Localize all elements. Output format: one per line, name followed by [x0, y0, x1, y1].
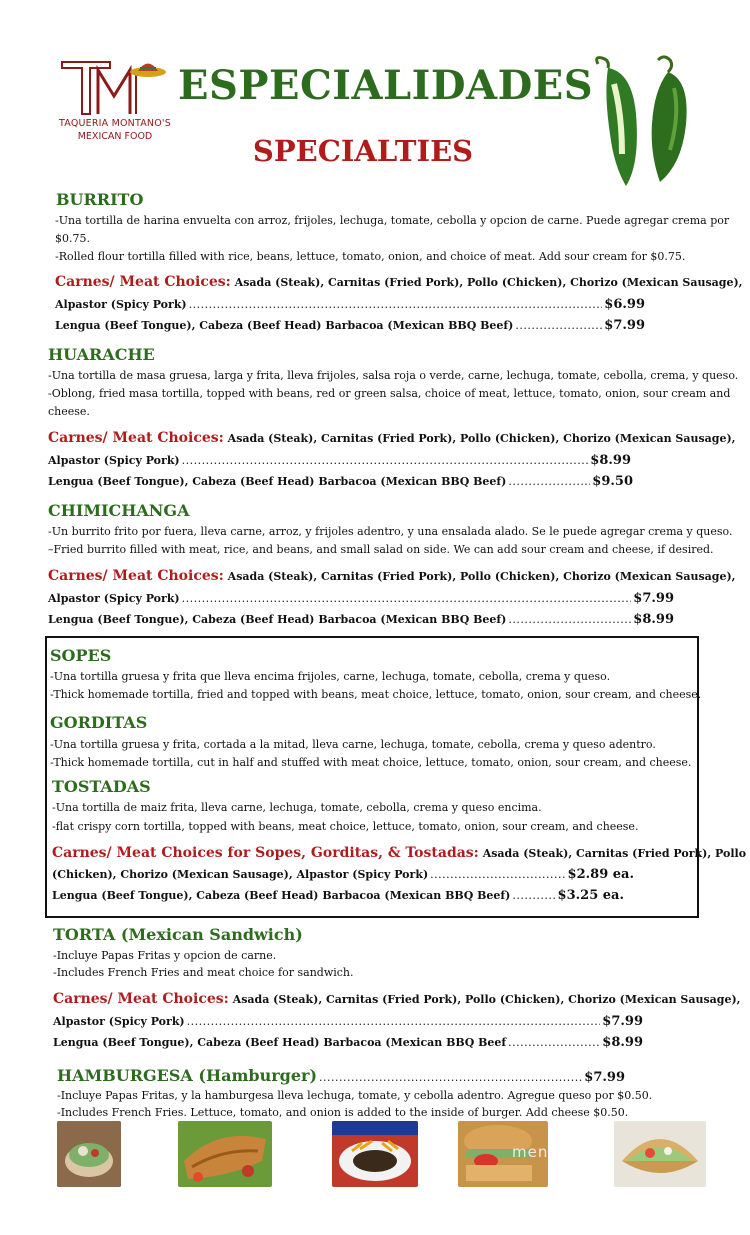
torta-description-en: -Includes French Fries and meat choice for sandwich.: [53, 966, 354, 979]
tostadas-price-row: [52, 888, 624, 903]
price-item-label: Lengua (Beef Tongue), Cabeza (Beef Head) Barbacoa (Mexican BBQ Beef): [48, 475, 507, 488]
burrito-price-row: [55, 318, 645, 333]
section-title-burrito: BURRITO: [56, 190, 144, 209]
price-value: $9.50: [592, 474, 633, 489]
page-title-spanish: ESPECIALIDADES: [178, 62, 594, 109]
price-item-label: Lengua (Beef Tongue), Cabeza (Beef Head) Barbacoa (Mexican BBQ Beef: [53, 1036, 507, 1049]
tostadas-description-en: -flat crispy corn tortilla, topped with beans, meat choice, lettuce, tomato, onion, sour cream, and cheese.: [52, 820, 639, 833]
chimichanga-description-es: -Un burrito frito por fuera, lleva carne, arroz, y frijoles adentro, y una ensalada alado. Se le puede agregar crema y queso.: [48, 525, 733, 538]
torta-description-es: -Incluye Papas Fritas y opcion de carne.: [53, 949, 277, 962]
meat-choices-list: Asada (Steak), Carnitas (Fried Pork), Pollo (Chicken), Chorizo (Mexican Sausage),: [223, 570, 736, 583]
huarache-description-es: -Una tortilla de masa gruesa, larga y frita, lleva frijoles, salsa roja o verde, carne, lechuga, tomate, cebolla, crema, y queso.: [48, 369, 739, 382]
leader-dots: [430, 868, 565, 881]
meat-choices-list: Asada (Steak), Carnitas (Fried Pork), Pollo (Chicken), Chorizo (Mexican Sausage),: [230, 276, 743, 289]
chimichanga-price-row: [48, 612, 674, 627]
leader-dots: [319, 1071, 582, 1084]
price-value: $3.25 ea.: [557, 888, 624, 903]
section-title-hamburgesa: HAMBURGESA (Hamburger): [57, 1066, 318, 1085]
logo-subtitle: MEXICAN FOOD: [77, 131, 153, 142]
tostadas-meat-choices: [52, 845, 746, 861]
section-title-torta: TORTA (Mexican Sandwich): [53, 925, 303, 944]
huarache-description-en: -Oblong, fried masa tortilla, topped with beans, red or green salsa, choice of meat, lettuce, tomato, onion, sour cream and: [48, 387, 731, 400]
gorditas-description-en: -Thick homemade tortilla, cut in half and stuffed with meat choice, lettuce, tomato, onion, sour cream, and cheese.: [50, 756, 692, 769]
meat-choices-label: Carnes/ Meat Choices:: [55, 274, 231, 290]
logo-name: TAQUERIA MONTANO'S: [59, 118, 171, 129]
burrito-price-row: [55, 297, 645, 312]
meat-choices-list: Asada (Steak), Carnitas (Fried Pork), Pollo: [478, 847, 747, 860]
price-value: $8.99: [633, 612, 674, 627]
torta-meat-choices: [53, 991, 741, 1007]
price-value: $7.99: [602, 1014, 643, 1029]
food-photo-gordita: [614, 1121, 706, 1187]
leader-dots: [512, 889, 555, 902]
price-value: $2.89 ea.: [567, 867, 634, 882]
huarache-price-row: [48, 453, 631, 468]
sopes-description-es: -Una tortilla gruesa y frita que lleva encima frijoles, carne, lechuga, tomate, cebolla, crema y queso.: [50, 670, 611, 683]
leader-dots: [508, 475, 590, 488]
watermark-text: menupix: [512, 1143, 585, 1161]
leader-dots: [515, 319, 602, 332]
hamburgesa-title-row: [57, 1066, 625, 1085]
leader-dots: [508, 1036, 600, 1049]
hamburgesa-description-en: -Includes French Fries. Lettuce, tomato, and onion is added to the inside of burger. Add cheese $0.50.: [57, 1106, 629, 1119]
section-title-gorditas: GORDITAS: [50, 713, 148, 732]
leader-dots: [182, 454, 589, 467]
price-item-label: Alpastor (Spicy Pork): [55, 298, 187, 311]
chimichanga-description-en: –Fried burrito filled with meat, rice, and beans, and small salad on side. We can add sour cream and cheese, if desired.: [48, 543, 714, 556]
meat-choices-list: Asada (Steak), Carnitas (Fried Pork), Pollo (Chicken), Chorizo (Mexican Sausage),: [223, 432, 736, 445]
huarache-price-row: [48, 474, 633, 489]
price-item-label: Lengua (Beef Tongue), Cabeza (Beef Head) Barbacoa (Mexican BBQ Beef): [55, 319, 514, 332]
section-title-sopes: SOPES: [50, 646, 112, 665]
price-value: $8.99: [590, 453, 631, 468]
hamburgesa-description-es: -Incluye Papas Fritas, y la hamburgesa lleva lechuga, tomate, y cebolla adentro. Agregue queso por $0.50.: [57, 1089, 653, 1102]
restaurant-logo: [52, 56, 178, 148]
burrito-description-es-cont: $0.75.: [55, 232, 90, 245]
price-item-label: (Chicken), Chorizo (Mexican Sausage), Alpastor (Spicy Pork): [52, 868, 429, 881]
meat-choices-label: Carnes/ Meat Choices:: [48, 430, 224, 446]
meat-choices-label: Carnes/ Meat Choices:: [48, 568, 224, 584]
food-photo-sope: [57, 1121, 121, 1187]
sopes-description-en: -Thick homemade tortilla, fried and topped with beans, meat choice, lettuce, tomato, onion, sour cream, and cheese.: [50, 688, 702, 701]
price-item-label: Alpastor (Spicy Pork): [48, 454, 180, 467]
burrito-description-es: -Una tortilla de harina envuelta con arroz, frijoles, lechuga, tomate, cebolla y opcion de carne. Puede agregar crema por: [55, 214, 730, 227]
burrito-description-en: -Rolled flour tortilla filled with rice, beans, lettuce, tomato, onion, and choice of meat. Add sour cream for $0.75.: [55, 250, 686, 263]
leader-dots: [182, 592, 632, 605]
leader-dots: [508, 613, 631, 626]
huarache-meat-choices: [48, 430, 736, 446]
tostadas-price-row: [52, 867, 634, 882]
torta-price-row: [53, 1035, 643, 1050]
leader-dots: [187, 1015, 601, 1028]
huarache-description-en-cont: cheese.: [48, 405, 90, 418]
jalapeno-peppers-image: [586, 54, 696, 192]
page-title-english: SPECIALTIES: [252, 134, 474, 168]
price-value: $7.99: [604, 318, 645, 333]
price-value: $8.99: [602, 1035, 643, 1050]
logo-tm-mark-icon: [52, 56, 178, 118]
leader-dots: [189, 298, 603, 311]
tostadas-description-es: -Una tortilla de maiz frita, lleva carne, lechuga, tomate, cebolla, crema y queso encima.: [52, 801, 542, 814]
burrito-meat-choices: [55, 274, 743, 290]
section-title-tostadas: TOSTADAS: [52, 777, 151, 796]
food-photo-burrito: [178, 1121, 272, 1187]
price-value: $7.99: [633, 591, 674, 606]
chimichanga-price-row: [48, 591, 674, 606]
price-item-label: Lengua (Beef Tongue), Cabeza (Beef Head) Barbacoa (Mexican BBQ Beef): [48, 613, 507, 626]
price-value: $6.99: [604, 297, 645, 312]
meat-choices-list: Asada (Steak), Carnitas (Fried Pork), Pollo (Chicken), Chorizo (Mexican Sausage),: [228, 993, 741, 1006]
price-value: $7.99: [584, 1070, 625, 1085]
price-item-label: Alpastor (Spicy Pork): [53, 1015, 185, 1028]
chimichanga-meat-choices: [48, 568, 736, 584]
section-title-huarache: HUARACHE: [48, 345, 155, 364]
price-item-label: Alpastor (Spicy Pork): [48, 592, 180, 605]
meat-choices-label: Carnes/ Meat Choices for Sopes, Gorditas, & Tostadas:: [52, 845, 479, 861]
price-item-label: Lengua (Beef Tongue), Cabeza (Beef Head) Barbacoa (Mexican BBQ Beef): [52, 889, 511, 902]
gorditas-description-es: -Una tortilla gruesa y frita, cortada a la mitad, lleva carne, lechuga, tomate, cebolla, crema y queso adentro.: [50, 738, 656, 751]
food-photo-torta-fries: [332, 1121, 418, 1187]
torta-price-row: [53, 1014, 643, 1029]
meat-choices-label: Carnes/ Meat Choices:: [53, 991, 229, 1007]
section-title-chimichanga: CHIMICHANGA: [48, 501, 190, 520]
